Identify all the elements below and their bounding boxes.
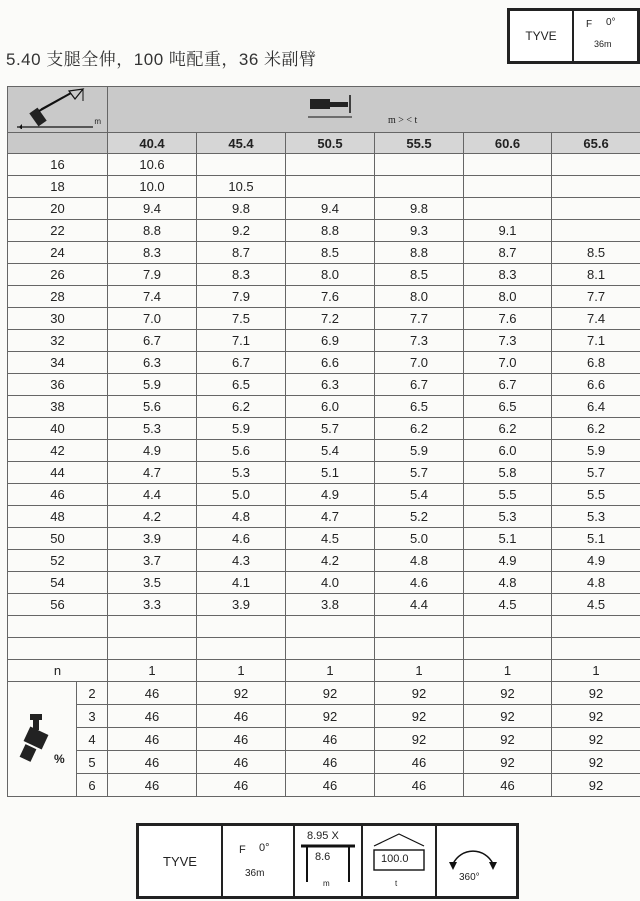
telescoping-percent: 46 <box>108 751 197 774</box>
telescoping-mode: 5 <box>77 751 107 774</box>
telescoping-first-col-inner <box>8 682 107 796</box>
load-value <box>375 154 464 176</box>
load-value <box>464 198 552 220</box>
telescoping-percent: 46 <box>464 774 552 797</box>
load-value: 9.4 <box>108 198 197 220</box>
telescoping-percent: 92 <box>552 774 640 797</box>
blank-row <box>8 616 640 638</box>
boom-length-col-1: 45.4 <box>197 133 286 154</box>
table-row <box>8 418 640 440</box>
bottom-jib-f-label: F <box>239 844 246 856</box>
load-value: 4.9 <box>552 550 640 572</box>
telescoping-percent: 92 <box>286 705 375 728</box>
load-value: 9.2 <box>197 220 286 242</box>
telescoping-percent: 92 <box>197 682 286 705</box>
load-value: 3.7 <box>108 550 197 572</box>
telescoping-percent: 46 <box>197 728 286 751</box>
counterweight-icon <box>368 832 430 872</box>
table-row <box>8 528 640 550</box>
telescoping-percent: 46 <box>375 751 464 774</box>
load-chart-table <box>7 86 640 792</box>
load-value <box>464 176 552 198</box>
table-row <box>8 374 640 396</box>
top-config-tag <box>507 8 640 64</box>
load-value: 5.6 <box>197 440 286 462</box>
reeving-value: 1 <box>286 660 375 682</box>
load-value: 7.7 <box>375 308 464 330</box>
reeving-value: 1 <box>108 660 197 682</box>
telescoping-percent: 46 <box>286 774 375 797</box>
load-value: 6.9 <box>286 330 375 352</box>
telescoping-percent: 92 <box>464 751 552 774</box>
table-row <box>8 220 640 242</box>
load-value: 5.0 <box>375 528 464 550</box>
load-value: 5.4 <box>375 484 464 506</box>
blank-cell <box>8 638 108 660</box>
telescoping-percent: 92 <box>286 682 375 705</box>
load-value: 8.1 <box>552 264 640 286</box>
load-value: 8.3 <box>108 242 197 264</box>
load-value: 5.8 <box>464 462 552 484</box>
load-value: 4.2 <box>286 550 375 572</box>
load-value: 6.2 <box>552 418 640 440</box>
load-value: 4.8 <box>197 506 286 528</box>
page-title: 5.40 支腿全伸，100 吨配重，36 米副臂 <box>6 50 317 69</box>
table-row <box>8 154 640 176</box>
load-value: 7.6 <box>286 286 375 308</box>
load-value: 4.1 <box>197 572 286 594</box>
telescoping-percent: 46 <box>108 682 197 705</box>
radius-value: 30 <box>8 308 108 330</box>
radius-value: 28 <box>8 286 108 308</box>
load-value: 6.7 <box>108 330 197 352</box>
load-value: 4.9 <box>108 440 197 462</box>
load-value: 5.3 <box>108 418 197 440</box>
load-value: 5.0 <box>197 484 286 506</box>
load-value: 7.0 <box>464 352 552 374</box>
load-value: 3.8 <box>286 594 375 616</box>
load-value: 6.2 <box>464 418 552 440</box>
load-value: 8.8 <box>375 242 464 264</box>
load-value: 4.7 <box>108 462 197 484</box>
blank-cell <box>286 616 375 638</box>
blank-cell <box>197 616 286 638</box>
load-value: 5.7 <box>375 462 464 484</box>
load-value: 6.2 <box>197 396 286 418</box>
load-value <box>286 176 375 198</box>
blank-cell <box>552 616 640 638</box>
load-value: 8.5 <box>286 242 375 264</box>
radius-value: 22 <box>8 220 108 242</box>
table-row <box>8 462 640 484</box>
table-row <box>8 198 640 220</box>
telescoping-percent: 92 <box>375 682 464 705</box>
counterweight-unit: t <box>395 879 398 888</box>
boom-length-col-0: 40.4 <box>108 133 197 154</box>
slew-rotation-icon <box>445 834 501 874</box>
load-value: 7.0 <box>108 308 197 330</box>
telescoping-percent: 46 <box>197 705 286 728</box>
radius-value: 50 <box>8 528 108 550</box>
table-row <box>8 352 640 374</box>
load-value: 4.6 <box>375 572 464 594</box>
load-value: 7.9 <box>197 286 286 308</box>
table-row <box>8 440 640 462</box>
load-value: 5.3 <box>552 506 640 528</box>
load-value <box>286 154 375 176</box>
telescoping-percent: 92 <box>464 705 552 728</box>
radius-value: 32 <box>8 330 108 352</box>
telescope-cylinder-icon <box>16 712 56 764</box>
load-value: 6.7 <box>464 374 552 396</box>
load-value <box>375 176 464 198</box>
load-value: 3.9 <box>197 594 286 616</box>
load-value: 8.0 <box>286 264 375 286</box>
load-value: 4.7 <box>286 506 375 528</box>
telescoping-percent: 46 <box>286 728 375 751</box>
boom-length-col-4: 60.6 <box>464 133 552 154</box>
telescoping-percent: 46 <box>375 774 464 797</box>
load-value: 4.4 <box>108 484 197 506</box>
reeving-row <box>8 660 640 682</box>
telescoping-mode: 6 <box>88 777 96 793</box>
load-value: 4.8 <box>464 572 552 594</box>
blank-cell <box>108 616 197 638</box>
load-value: 8.7 <box>197 242 286 264</box>
telescoping-percent: 46 <box>108 774 197 797</box>
telescoping-percent: 46 <box>108 705 197 728</box>
telescoping-percent: 92 <box>552 728 640 751</box>
header-corner <box>8 133 108 154</box>
radius-value: 52 <box>8 550 108 572</box>
load-value: 7.7 <box>552 286 640 308</box>
reeving-value: 1 <box>552 660 640 682</box>
outrigger-unit: m <box>323 879 330 888</box>
blank-cell <box>375 638 464 660</box>
load-value: 5.5 <box>552 484 640 506</box>
load-value: 8.5 <box>552 242 640 264</box>
load-value: 3.3 <box>108 594 197 616</box>
radius-value: 18 <box>8 176 108 198</box>
load-value: 5.1 <box>552 528 640 550</box>
blank-row <box>8 638 640 660</box>
telescoping-mode: 4 <box>77 728 107 751</box>
blank-cell <box>552 638 640 660</box>
telescoping-percent: 46 <box>286 751 375 774</box>
load-value: 5.3 <box>197 462 286 484</box>
load-value: 5.2 <box>375 506 464 528</box>
reeving-label: n <box>8 660 108 682</box>
load-value: 5.5 <box>464 484 552 506</box>
load-value: 6.0 <box>464 440 552 462</box>
telescoping-percent: 92 <box>464 682 552 705</box>
telescoping-mode-list <box>77 682 107 796</box>
bottom-jib-angle: 0° <box>259 842 270 854</box>
load-value: 7.3 <box>375 330 464 352</box>
load-value: 4.3 <box>197 550 286 572</box>
load-value: 8.0 <box>464 286 552 308</box>
telescoping-icon-area <box>8 682 77 796</box>
load-value: 6.4 <box>552 396 640 418</box>
load-value: 4.6 <box>197 528 286 550</box>
load-value: 8.3 <box>464 264 552 286</box>
telescoping-percent: 92 <box>552 705 640 728</box>
telescoping-mode: 3 <box>77 705 107 728</box>
load-value: 5.9 <box>375 440 464 462</box>
load-value: 4.9 <box>286 484 375 506</box>
outrigger-cell <box>295 826 363 896</box>
load-value: 6.0 <box>286 396 375 418</box>
load-value: 6.7 <box>197 352 286 374</box>
outrigger-y-value: 8.6 <box>315 851 331 863</box>
load-value: 7.0 <box>375 352 464 374</box>
load-value: 7.5 <box>197 308 286 330</box>
counterweight-value: 100.0 <box>381 853 409 865</box>
crane-radius-icon-cell <box>8 87 108 133</box>
table-row <box>8 264 640 286</box>
radius-value: 36 <box>8 374 108 396</box>
percent-label: % <box>54 752 65 766</box>
jib-length: 36m <box>594 39 612 49</box>
boom-length-icon <box>304 93 364 123</box>
load-value: 4.0 <box>286 572 375 594</box>
telescoping-first-col <box>8 682 108 797</box>
load-value: 8.0 <box>375 286 464 308</box>
load-value: 4.4 <box>375 594 464 616</box>
load-value: 6.8 <box>552 352 640 374</box>
radius-value: 24 <box>8 242 108 264</box>
load-value: 5.6 <box>108 396 197 418</box>
radius-value: 34 <box>8 352 108 374</box>
table-row <box>8 308 640 330</box>
load-value: 7.9 <box>108 264 197 286</box>
load-value: 6.5 <box>197 374 286 396</box>
load-value: 8.7 <box>464 242 552 264</box>
load-value: 6.2 <box>375 418 464 440</box>
load-value: 7.4 <box>108 286 197 308</box>
radius-value: 42 <box>8 440 108 462</box>
load-value <box>552 198 640 220</box>
load-value: 8.3 <box>197 264 286 286</box>
table-row <box>8 550 640 572</box>
load-value: 10.6 <box>108 154 197 176</box>
load-value: 4.5 <box>552 594 640 616</box>
load-value: 9.8 <box>375 198 464 220</box>
load-value <box>197 154 286 176</box>
radius-unit-label: m <box>94 117 101 126</box>
load-value: 5.4 <box>286 440 375 462</box>
load-value: 6.3 <box>108 352 197 374</box>
load-value: 3.5 <box>108 572 197 594</box>
table-row <box>8 286 640 308</box>
load-value: 4.5 <box>464 594 552 616</box>
load-value: 8.5 <box>375 264 464 286</box>
load-value: 9.1 <box>464 220 552 242</box>
load-value: 5.1 <box>464 528 552 550</box>
radius-value: 56 <box>8 594 108 616</box>
load-value: 6.3 <box>286 374 375 396</box>
jib-angle-cell <box>574 11 637 61</box>
load-value: 3.9 <box>108 528 197 550</box>
load-value: 6.6 <box>552 374 640 396</box>
boom-length-col-5: 65.6 <box>552 133 640 154</box>
bottom-jib-cell <box>223 826 295 896</box>
load-value <box>552 220 640 242</box>
load-value <box>552 176 640 198</box>
boom-length-col-2: 50.5 <box>286 133 375 154</box>
table-row <box>8 594 640 616</box>
slew-angle: 360° <box>459 872 480 883</box>
telescoping-percent: 46 <box>197 751 286 774</box>
radius-value: 48 <box>8 506 108 528</box>
load-value: 5.9 <box>552 440 640 462</box>
radius-value: 26 <box>8 264 108 286</box>
load-value: 4.9 <box>464 550 552 572</box>
load-value: 7.3 <box>464 330 552 352</box>
telescoping-percent: 92 <box>552 751 640 774</box>
bottom-model-label: TYVE <box>139 826 223 896</box>
radius-value: 46 <box>8 484 108 506</box>
slew-cell <box>437 826 516 896</box>
load-value: 6.5 <box>375 396 464 418</box>
radius-value: 20 <box>8 198 108 220</box>
blank-cell <box>197 638 286 660</box>
telescoping-row <box>8 682 640 705</box>
telescoping-percent: 92 <box>552 682 640 705</box>
table-row <box>8 242 640 264</box>
load-value: 5.9 <box>108 374 197 396</box>
blank-cell <box>375 616 464 638</box>
reeving-value: 1 <box>197 660 286 682</box>
load-value: 6.5 <box>464 396 552 418</box>
blank-cell <box>8 616 108 638</box>
blank-cell <box>464 616 552 638</box>
load-value: 4.8 <box>375 550 464 572</box>
reeving-value: 1 <box>375 660 464 682</box>
telescoping-percent: 92 <box>464 728 552 751</box>
table-row <box>8 484 640 506</box>
table-row <box>8 572 640 594</box>
bottom-config-tag <box>136 823 519 899</box>
load-value: 5.7 <box>552 462 640 484</box>
radius-value: 40 <box>8 418 108 440</box>
radius-value: 54 <box>8 572 108 594</box>
load-value: 5.3 <box>464 506 552 528</box>
load-value: 7.2 <box>286 308 375 330</box>
outrigger-x-value: 8.95 X <box>307 830 339 842</box>
counterweight-cell <box>363 826 437 896</box>
load-value: 7.1 <box>197 330 286 352</box>
boom-length-col-3: 55.5 <box>375 133 464 154</box>
blank-cell <box>464 638 552 660</box>
table-row <box>8 330 640 352</box>
load-value: 7.4 <box>552 308 640 330</box>
load-value: 8.8 <box>286 220 375 242</box>
table-row <box>8 176 640 198</box>
telescoping-percent: 92 <box>375 705 464 728</box>
radius-value: 16 <box>8 154 108 176</box>
radius-value: 38 <box>8 396 108 418</box>
telescoping-percent: 46 <box>197 774 286 797</box>
load-value: 4.5 <box>286 528 375 550</box>
table-row <box>8 506 640 528</box>
table-row <box>8 396 640 418</box>
load-value <box>464 154 552 176</box>
jib-f-label: F <box>586 19 593 30</box>
load-value: 8.8 <box>108 220 197 242</box>
telescoping-mode: 2 <box>77 682 107 705</box>
load-value: 6.7 <box>375 374 464 396</box>
load-value: 4.8 <box>552 572 640 594</box>
load-value: 4.2 <box>108 506 197 528</box>
boom-length-header-label: m > < t <box>388 115 418 126</box>
telescoping-percent: 92 <box>375 728 464 751</box>
load-value: 7.6 <box>464 308 552 330</box>
load-value: 7.1 <box>552 330 640 352</box>
boom-length-header <box>108 87 640 133</box>
radius-value: 44 <box>8 462 108 484</box>
load-value: 9.4 <box>286 198 375 220</box>
load-value: 5.1 <box>286 462 375 484</box>
telescoping-percent: 46 <box>108 728 197 751</box>
load-value: 9.3 <box>375 220 464 242</box>
jib-angle: 0° <box>606 17 616 28</box>
load-value: 5.9 <box>197 418 286 440</box>
load-value: 10.0 <box>108 176 197 198</box>
blank-cell <box>108 638 197 660</box>
blank-cell <box>286 638 375 660</box>
load-value: 9.8 <box>197 198 286 220</box>
model-label: TYVE <box>510 11 574 61</box>
load-value: 5.7 <box>286 418 375 440</box>
load-value: 10.5 <box>197 176 286 198</box>
reeving-value: 1 <box>464 660 552 682</box>
crane-boom-icon <box>13 87 103 129</box>
load-value <box>552 154 640 176</box>
load-value: 6.6 <box>286 352 375 374</box>
bottom-jib-length: 36m <box>245 868 265 879</box>
